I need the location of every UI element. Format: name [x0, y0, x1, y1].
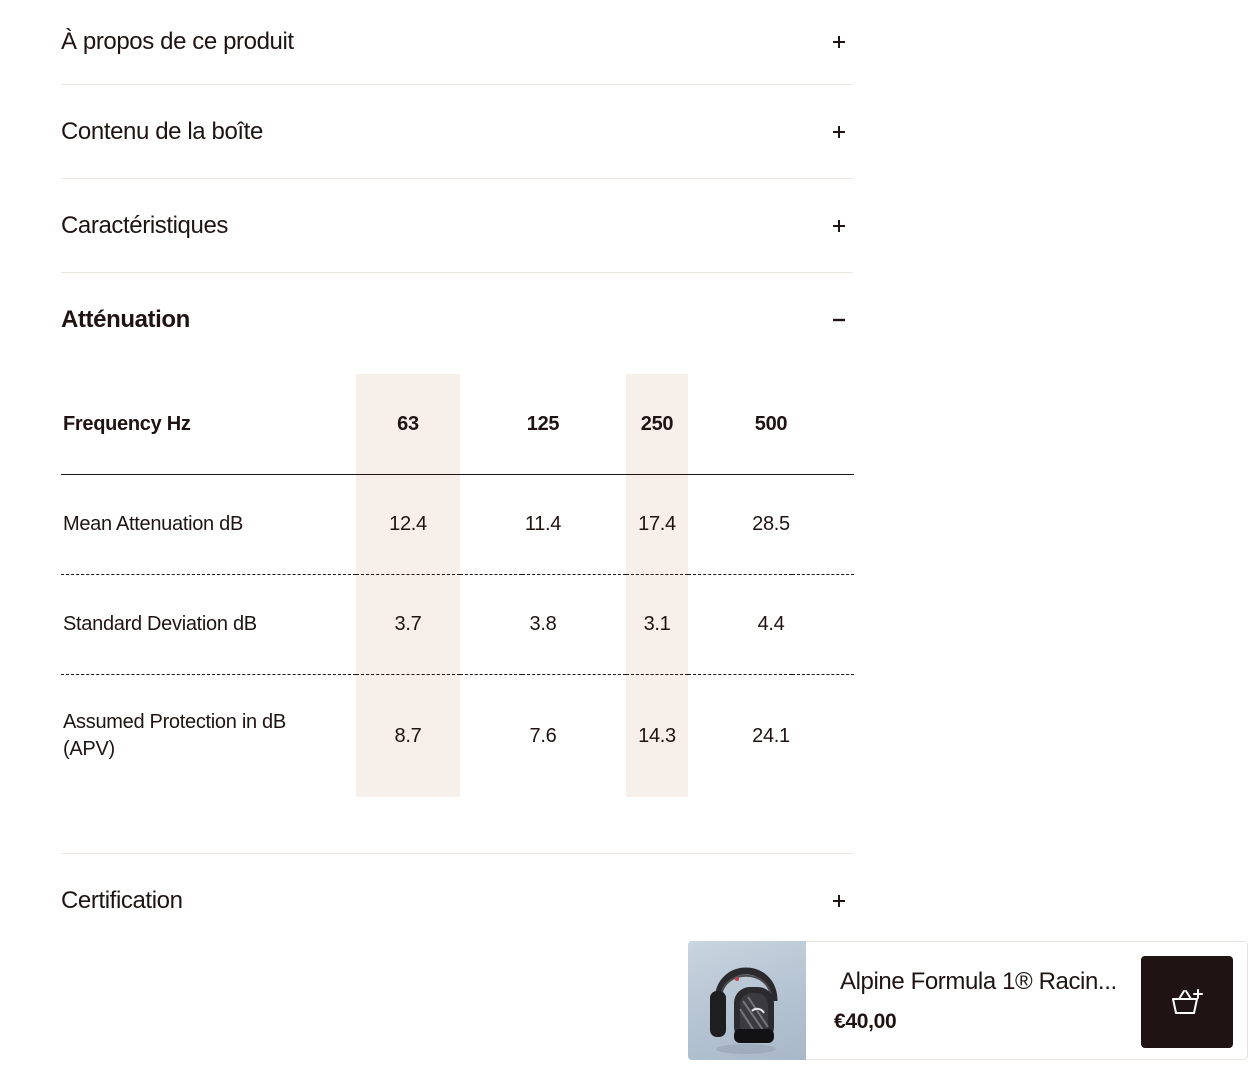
- accordion-title: Certification: [61, 886, 183, 914]
- header-cell: 250: [626, 374, 688, 475]
- table-cell: 24.1: [752, 724, 790, 747]
- table-cell: 7.6: [529, 724, 557, 747]
- sticky-add-to-cart-bar: [688, 941, 1248, 1060]
- table-cell: 3.8: [460, 575, 626, 675]
- header-label: Frequency Hz: [61, 374, 356, 475]
- header-cell: 125: [460, 374, 626, 475]
- accordion-header-certification[interactable]: [61, 854, 853, 947]
- table-cell: 8.7: [356, 675, 460, 798]
- accordion-item-attenuation: [61, 273, 853, 854]
- table-header-row: [61, 374, 854, 475]
- accordion-item-about: [61, 0, 853, 85]
- add-to-cart-button[interactable]: [1141, 956, 1233, 1048]
- table-cell: 4.4: [688, 575, 854, 675]
- product-price: €40,00: [834, 1009, 897, 1033]
- accordion-title: À propos de ce produit: [61, 28, 294, 55]
- table-cell: 3.7: [356, 575, 460, 675]
- attenuation-table: [61, 374, 854, 797]
- accordion-item-box-contents: [61, 85, 853, 179]
- attenuation-panel: [61, 366, 853, 853]
- header-cell: 63: [356, 374, 460, 475]
- table-cell: 14.3: [626, 675, 688, 798]
- table-row: [61, 675, 854, 798]
- table-cell: 11.4: [460, 475, 626, 575]
- plus-icon[interactable]: [827, 120, 851, 144]
- row-label: Standard Deviation dB: [63, 613, 257, 635]
- accordion-header-box-contents[interactable]: [61, 85, 853, 178]
- table-cell: 17.4: [626, 475, 688, 575]
- table-cell: 28.5: [688, 475, 854, 575]
- headphones-image: [688, 941, 806, 1060]
- table-cell: 3.1: [626, 575, 688, 675]
- accordion-header-attenuation[interactable]: [61, 273, 853, 366]
- accordion-header-features[interactable]: [61, 179, 853, 272]
- product-accordion: [61, 0, 853, 947]
- table-row: [61, 475, 854, 575]
- plus-icon[interactable]: [827, 30, 851, 54]
- accordion-title: Contenu de la boîte: [61, 117, 263, 145]
- product-name[interactable]: Alpine Formula 1® Racin...: [840, 967, 1117, 995]
- table-cell: 12.4: [356, 475, 460, 575]
- minus-icon[interactable]: [827, 308, 851, 332]
- header-cell: 500: [688, 374, 854, 475]
- accordion-header-about[interactable]: [61, 0, 853, 84]
- row-label: Assumed Protection in dB (APV): [63, 711, 286, 760]
- accordion-title: Caractéristiques: [61, 211, 229, 239]
- plus-icon[interactable]: [827, 214, 851, 238]
- product-info: [806, 942, 1141, 1059]
- accordion-item-certification: [61, 854, 853, 947]
- plus-icon[interactable]: [827, 889, 851, 913]
- accordion-item-features: [61, 179, 853, 273]
- row-label: Mean Attenuation dB: [63, 513, 243, 535]
- product-thumbnail[interactable]: [688, 941, 806, 1060]
- basket-add-icon: [1169, 987, 1205, 1017]
- table-row: [61, 575, 854, 675]
- accordion-title: Atténuation: [61, 305, 190, 333]
